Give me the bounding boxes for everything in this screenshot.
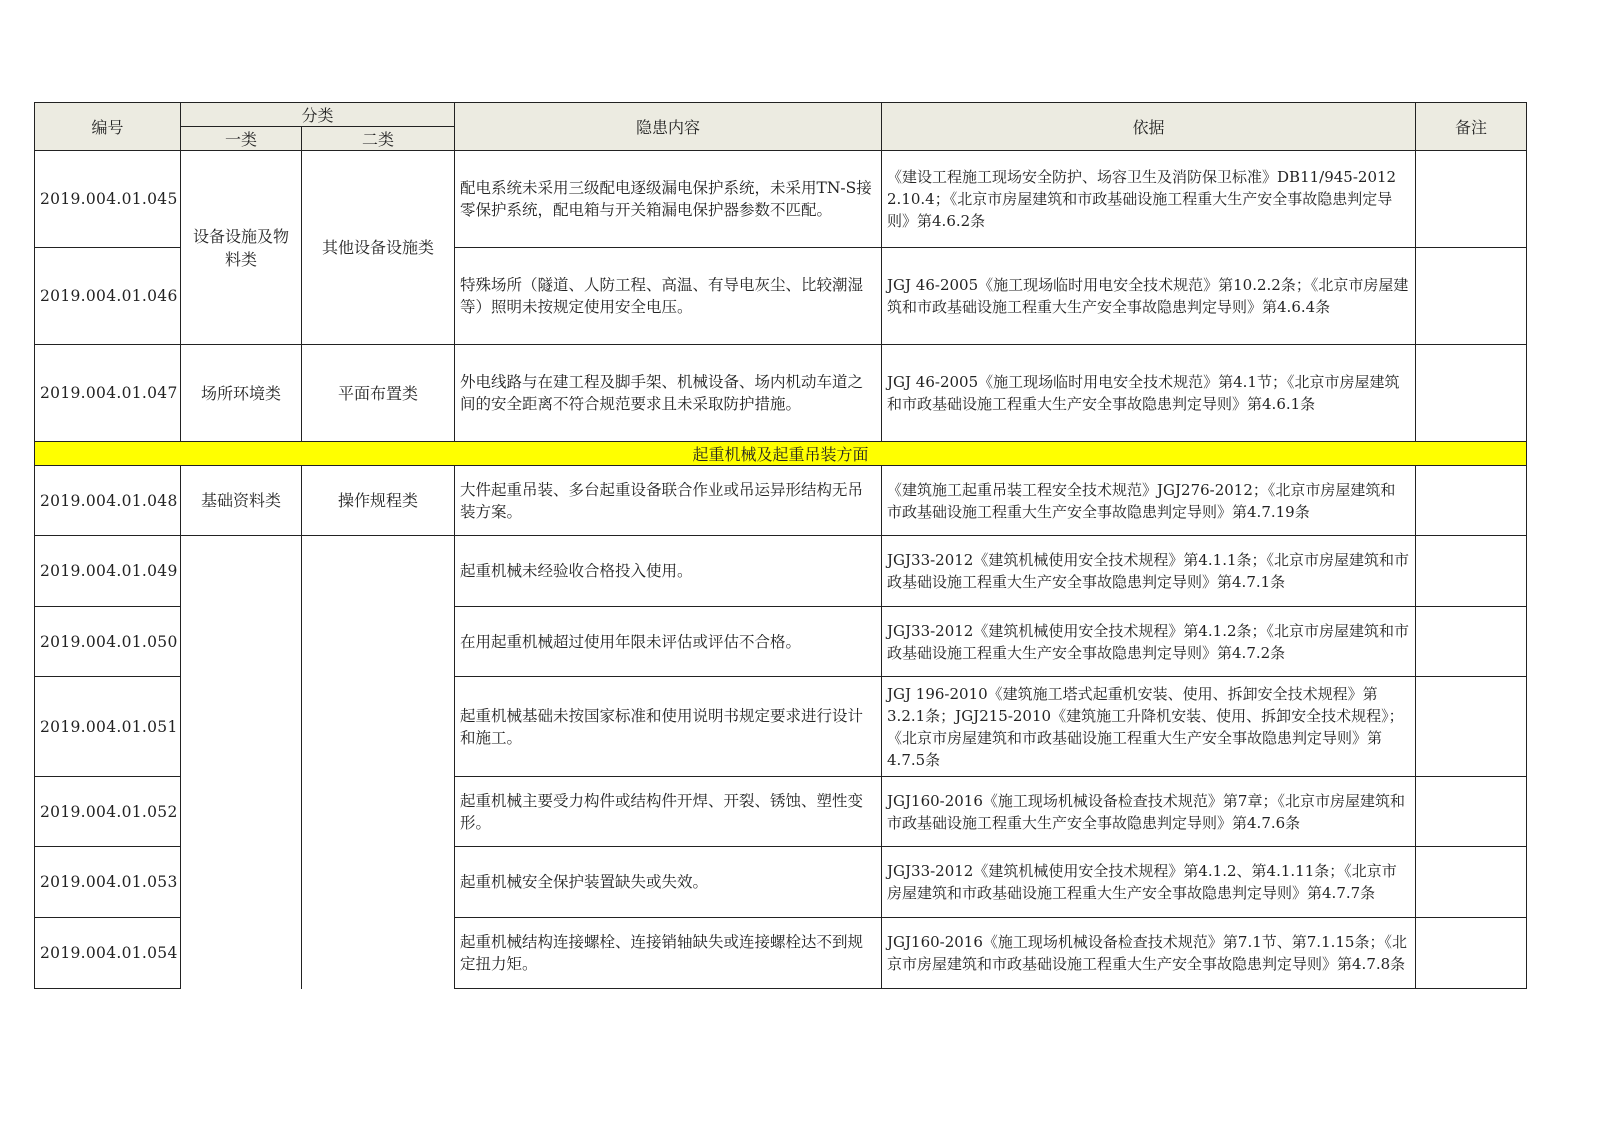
row-hazard: 大件起重吊装、多台起重设备联合作业或吊运异形结构无吊装方案。	[455, 466, 882, 536]
header-category: 分类	[181, 103, 455, 127]
row-hazard: 起重机械主要受力构件或结构件开焊、开裂、锈蚀、塑性变形。	[455, 777, 882, 847]
row-cat2: 操作规程类	[302, 466, 455, 536]
row-hazard: 起重机械结构连接螺栓、连接销轴缺失或连接螺栓达不到规定扭力矩。	[455, 918, 882, 989]
table-row	[35, 466, 1527, 536]
row-id: 2019.004.01.052	[35, 777, 181, 847]
row-hazard: 在用起重机械超过使用年限未评估或评估不合格。	[455, 607, 882, 677]
row-note	[1416, 466, 1527, 536]
row-cat2: 平面布置类	[302, 345, 455, 442]
row-basis: JGJ33-2012《建筑机械使用安全技术规程》第4.1.2、第4.1.11条；《北京市房屋建筑和市政基础设施工程重大生产安全事故隐患判定导则》第4.7.7条	[882, 847, 1416, 918]
header-row-1	[35, 103, 1527, 127]
row-basis: JGJ 46-2005《施工现场临时用电安全技术规范》第10.2.2条；《北京市房屋建筑和市政基础设施工程重大生产安全事故隐患判定导则》第4.6.4条	[882, 248, 1416, 345]
row-basis: JGJ33-2012《建筑机械使用安全技术规程》第4.1.2条；《北京市房屋建筑和市政基础设施工程重大生产安全事故隐患判定导则》第4.7.2条	[882, 607, 1416, 677]
row-note	[1416, 536, 1527, 607]
row-hazard: 配电系统未采用三级配电逐级漏电保护系统，未采用TN-S接零保护系统，配电箱与开关箱漏电保护器参数不匹配。	[455, 151, 882, 248]
row-cat2: 其他设备设施类	[302, 151, 455, 345]
row-id: 2019.004.01.047	[35, 345, 181, 442]
row-cat1: 基础资料类	[181, 466, 302, 536]
header-cat2: 二类	[302, 127, 455, 151]
section-row	[35, 442, 1527, 466]
row-id: 2019.004.01.045	[35, 151, 181, 248]
row-basis: JGJ160-2016《施工现场机械设备检查技术规范》第7.1节、第7.1.15条；《北京市房屋建筑和市政基础设施工程重大生产安全事故隐患判定导则》第4.7.8条	[882, 918, 1416, 989]
header-cat1: 一类	[181, 127, 302, 151]
row-cat1	[181, 536, 302, 989]
header-hazard: 隐患内容	[455, 103, 882, 151]
table-row	[35, 345, 1527, 442]
header-id: 编号	[35, 103, 181, 151]
section-title: 起重机械及起重吊装方面	[35, 442, 1527, 466]
row-cat1: 设备设施及物料类	[181, 151, 302, 345]
row-hazard: 特殊场所（隧道、人防工程、高温、有导电灰尘、比较潮湿等）照明未按规定使用安全电压。	[455, 248, 882, 345]
header-note: 备注	[1416, 103, 1527, 151]
row-basis: JGJ33-2012《建筑机械使用安全技术规程》第4.1.1条；《北京市房屋建筑和市政基础设施工程重大生产安全事故隐患判定导则》第4.7.1条	[882, 536, 1416, 607]
row-note	[1416, 345, 1527, 442]
row-hazard: 起重机械未经验收合格投入使用。	[455, 536, 882, 607]
row-note	[1416, 677, 1527, 777]
row-basis: 《建设工程施工现场安全防护、场容卫生及消防保卫标准》DB11/945-2012 2.10.4；《北京市房屋建筑和市政基础设施工程重大生产安全事故隐患判定导则》第4.6.2条	[882, 151, 1416, 248]
header-basis: 依据	[882, 103, 1416, 151]
row-note	[1416, 151, 1527, 248]
row-basis: 《建筑施工起重吊装工程安全技术规范》JGJ276-2012；《北京市房屋建筑和市政基础设施工程重大生产安全事故隐患判定导则》第4.7.19条	[882, 466, 1416, 536]
row-cat1: 场所环境类	[181, 345, 302, 442]
row-id: 2019.004.01.049	[35, 536, 181, 607]
table-row	[35, 151, 1527, 248]
row-note	[1416, 248, 1527, 345]
row-id: 2019.004.01.054	[35, 918, 181, 989]
row-id: 2019.004.01.053	[35, 847, 181, 918]
row-id: 2019.004.01.048	[35, 466, 181, 536]
row-note	[1416, 607, 1527, 677]
row-hazard: 起重机械安全保护装置缺失或失效。	[455, 847, 882, 918]
row-cat2	[302, 536, 455, 989]
row-hazard: 起重机械基础未按国家标准和使用说明书规定要求进行设计和施工。	[455, 677, 882, 777]
row-hazard: 外电线路与在建工程及脚手架、机械设备、场内机动车道之间的安全距离不符合规范要求且未采取防护措施。	[455, 345, 882, 442]
table-row	[35, 536, 1527, 607]
hazard-table	[34, 102, 1527, 989]
row-id: 2019.004.01.050	[35, 607, 181, 677]
row-basis: JGJ 46-2005《施工现场临时用电安全技术规范》第4.1节；《北京市房屋建筑和市政基础设施工程重大生产安全事故隐患判定导则》第4.6.1条	[882, 345, 1416, 442]
row-note	[1416, 777, 1527, 847]
row-basis: JGJ160-2016《施工现场机械设备检查技术规范》第7章；《北京市房屋建筑和市政基础设施工程重大生产安全事故隐患判定导则》第4.7.6条	[882, 777, 1416, 847]
row-note	[1416, 918, 1527, 989]
row-id: 2019.004.01.046	[35, 248, 181, 345]
row-note	[1416, 847, 1527, 918]
row-basis: JGJ 196-2010《建筑施工塔式起重机安装、使用、拆卸安全技术规程》第3.2.1条；JGJ215-2010《建筑施工升降机安装、使用、拆卸安全技术规程》；《北京市房屋建筑和市政基础设施工程重大生产安全事故隐患判定导则》第4.7.5条	[882, 677, 1416, 777]
row-id: 2019.004.01.051	[35, 677, 181, 777]
